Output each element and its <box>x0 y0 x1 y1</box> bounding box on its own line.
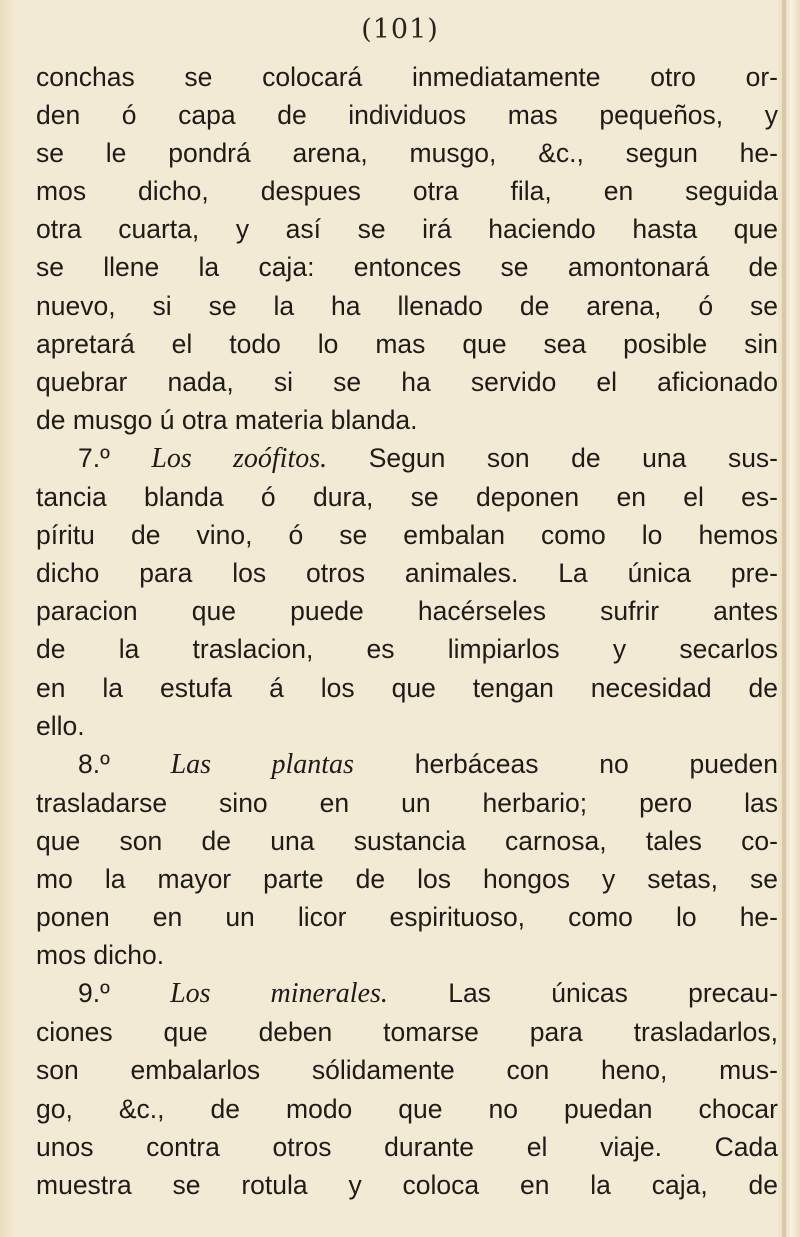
text-line: apretará el todo lo mas que sea posible sin <box>36 328 778 359</box>
text-line: de musgo ú otra materia blanda. <box>36 404 418 435</box>
section-7-title: Los zoófitos. <box>151 442 328 474</box>
section-7-heading-line <box>36 439 778 478</box>
text-line: tancia blanda ó dura, se deponen en el es- <box>36 482 778 513</box>
body-text <box>36 58 778 1204</box>
text-line: unos contra otros durante el viaje. Cada <box>36 1131 778 1162</box>
text-line: muestra se rotula y coloca en la caja, de <box>36 1169 778 1200</box>
text-line: dicho para los otros animales. La única pre- <box>36 558 778 589</box>
section-7-number: 7.º <box>78 442 110 473</box>
text-line: nuevo, si se la ha llenado de arena, ó se <box>36 290 778 321</box>
section-8-first-line: herbáceas no pueden <box>414 748 778 779</box>
text-line: conchas se colocará inmediatamente otro or- <box>36 62 778 92</box>
section-8-title: Las plantas <box>170 748 354 780</box>
page-edge-fold <box>782 0 786 1237</box>
text-line: mos dicho, despues otra fila, en seguida <box>36 176 778 207</box>
section-9-heading-line <box>36 974 778 1013</box>
section-9-number: 9.º <box>78 978 110 1009</box>
section-9-first-line: Las únicas precau- <box>448 978 778 1009</box>
text-line: otra cuarta, y así se irá haciendo hasta que <box>36 214 778 245</box>
text-line: ponen en un licor espirituoso, como lo he- <box>36 902 778 933</box>
text-line: paracion que puede hacérseles sufrir antes <box>36 596 778 627</box>
section-8-number: 8.º <box>78 748 110 779</box>
text-line: son embalarlos sólidamente con heno, mus- <box>36 1055 778 1086</box>
text-line: en la estufa á los que tengan necesidad de <box>36 672 778 703</box>
text-line: píritu de vino, ó se embalan como lo hemos <box>36 520 778 551</box>
section-9-title: Los minerales. <box>170 978 388 1010</box>
text-line: go, &c., de modo que no puedan chocar <box>36 1093 778 1124</box>
text-line: se llene la caja: entonces se amontonará de <box>36 252 778 283</box>
text-line: de la traslacion, es limpiarlos y secarlos <box>36 634 778 665</box>
text-line: quebrar nada, si se ha servido el aficionado <box>36 366 778 397</box>
text-line: ello. <box>36 710 85 741</box>
text-line: mo la mayor parte de los hongos y setas, se <box>36 863 778 894</box>
text-line: que son de una sustancia carnosa, tales co- <box>36 825 778 856</box>
section-7-first-line: Segun son de una sus- <box>368 442 779 473</box>
text-line: ciones que deben tomarse para trasladarlos, <box>36 1017 778 1048</box>
page-number: (101) <box>361 14 439 45</box>
section-8-heading-line <box>36 745 778 784</box>
text-line: den ó capa de individuos mas pequeños, y <box>36 100 778 131</box>
page-gutter-shadow <box>0 0 16 1237</box>
text-line: mos dicho. <box>36 940 165 971</box>
text-line: se le pondrá arena, musgo, &c., segun he- <box>36 138 778 169</box>
text-line: trasladarse sino en un herbario; pero las <box>36 787 778 818</box>
